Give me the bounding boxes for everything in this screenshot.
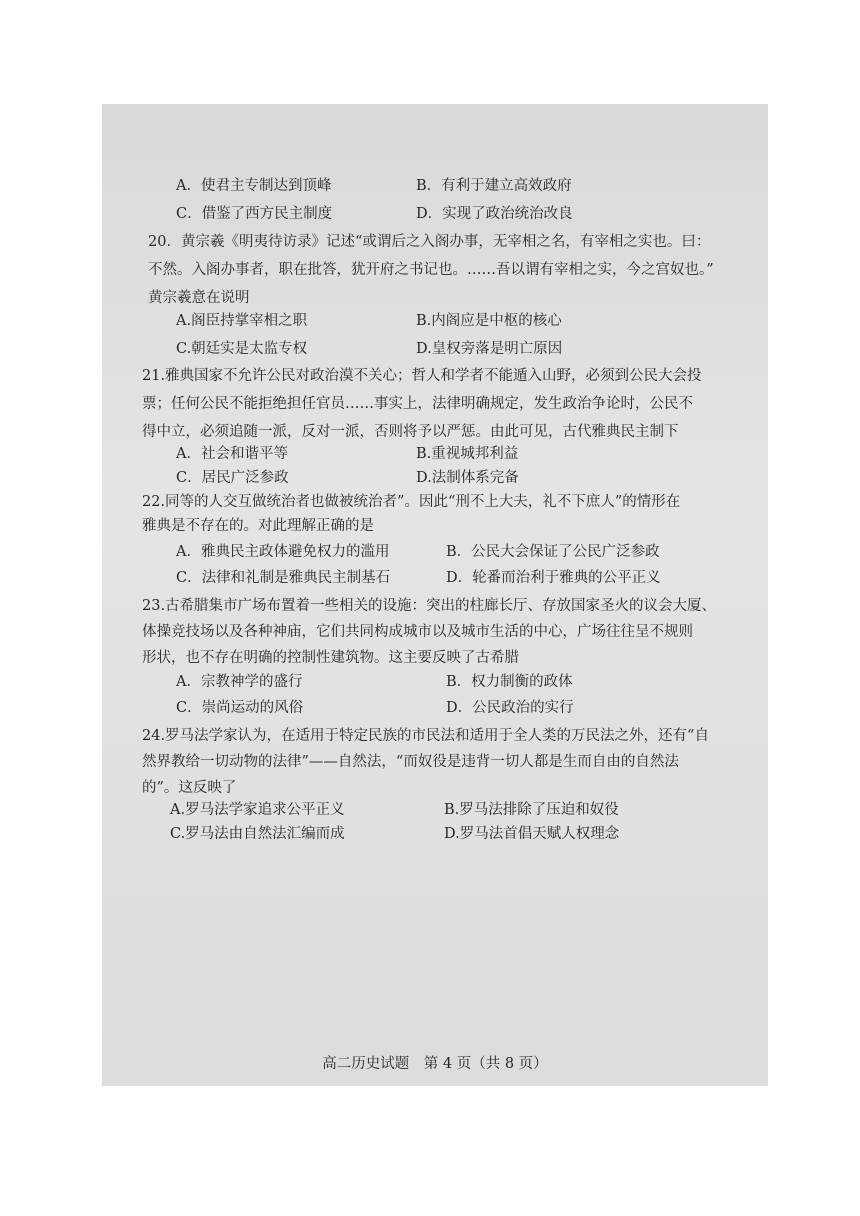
q20-option-d: D.皇权旁落是明亡原因 [416,341,563,357]
q20-stem-line-1: 20．黄宗羲《明夷待访录》记述“或谓后之入阁办事，无宰相之名，有宰相之实也。曰： [148,234,711,250]
q23-stem-line-3: 形状，也不存在明确的控制性建筑物。这主要反映了古希腊 [142,650,519,666]
q21-option-b: B.重视城邦利益 [416,446,519,462]
q24-stem-line-3: 的”。这反映了 [142,780,237,796]
q22-option-a: A．雅典民主政体避免权力的滥用 [176,544,390,560]
q23-option-b: B．权力制衡的政体 [446,674,573,690]
q24-stem-line-2: 然界教给一切动物的法律”——自然法，“而奴役是违背一切人都是生而自由的自然法 [142,754,679,770]
q20-option-c: C.朝廷实是太监专权 [176,341,308,357]
q23-option-d: D．公民政治的实行 [446,700,574,716]
exam-page [102,104,768,1086]
q23-stem-line-2: 体操竞技场以及各种神庙，它们共同构成城市以及城市生活的中心，广场往往呈不规则 [142,624,693,640]
q20-option-a: A.阁臣持掌宰相之职 [176,313,308,329]
q20-stem-line-2: 不然。入阁办事者，职在批答，犹开府之书记也。……吾以谓有宰相之实，今之宫奴也。” [148,262,714,278]
q20-stem-line-3: 黄宗羲意在说明 [148,290,250,306]
q21-stem-line-2: 票；任何公民不能拒绝担任官员……事实上，法律明确规定，发生政治争论时，公民不 [142,396,693,412]
q19-option-d: D．实现了政治统治改良 [416,206,573,222]
q21-stem-line-3: 得中立，必须追随一派，反对一派，否则将予以严惩。由此可见，古代雅典民主制下 [142,424,679,440]
q23-option-a: A．宗教神学的盛行 [176,674,303,690]
page-footer: 高二历史试题 第 4 页（共 8 页） [322,1056,548,1072]
q19-option-b: B．有利于建立高效政府 [416,178,572,194]
q23-stem-line-1: 23.古希腊集市广场布置着一些相关的设施：突出的柱廊长厅、存放国家圣火的议会大厦、 [142,598,717,614]
q19-option-a: A．使君主专制达到顶峰 [176,178,332,194]
q23-option-c: C．崇尚运动的风俗 [176,700,304,716]
q22-stem-line-2: 雅典是不存在的。对此理解正确的是 [142,518,374,534]
q24-option-d: D.罗马法首倡天赋人权理念 [444,826,620,842]
q22-stem-line-1: 22.同等的人交互做统治者也做被统治者”。因此“刑不上大夫，礼不下庶人”的情形在 [142,494,681,510]
q24-stem-line-1: 24.罗马法学家认为，在适用于特定民族的市民法和适用于全人类的万民法之外，还有“自 [142,728,709,744]
q21-option-c: C．居民广泛参政 [176,470,289,486]
q21-stem-line-1: 21.雅典国家不允许公民对政治漠不关心；哲人和学者不能遁入山野，必须到公民大会投 [142,368,702,384]
q22-option-b: B．公民大会保证了公民广泛参政 [446,544,660,560]
q24-option-a: A.罗马法学家追求公平正义 [170,802,345,818]
q21-option-a: A．社会和谐平等 [176,446,288,462]
q22-option-d: D．轮番而治利于雅典的公平正义 [446,570,661,586]
q21-option-d: D.法制体系完备 [416,470,519,486]
q24-option-c: C.罗马法由自然法汇编而成 [170,826,345,842]
q22-option-c: C．法律和礼制是雅典民主制基石 [176,570,391,586]
q19-option-c: C．借鉴了西方民主制度 [176,206,333,222]
q24-option-b: B.罗马法排除了压迫和奴役 [444,802,619,818]
q20-option-b: B.内阁应是中枢的核心 [416,313,562,329]
